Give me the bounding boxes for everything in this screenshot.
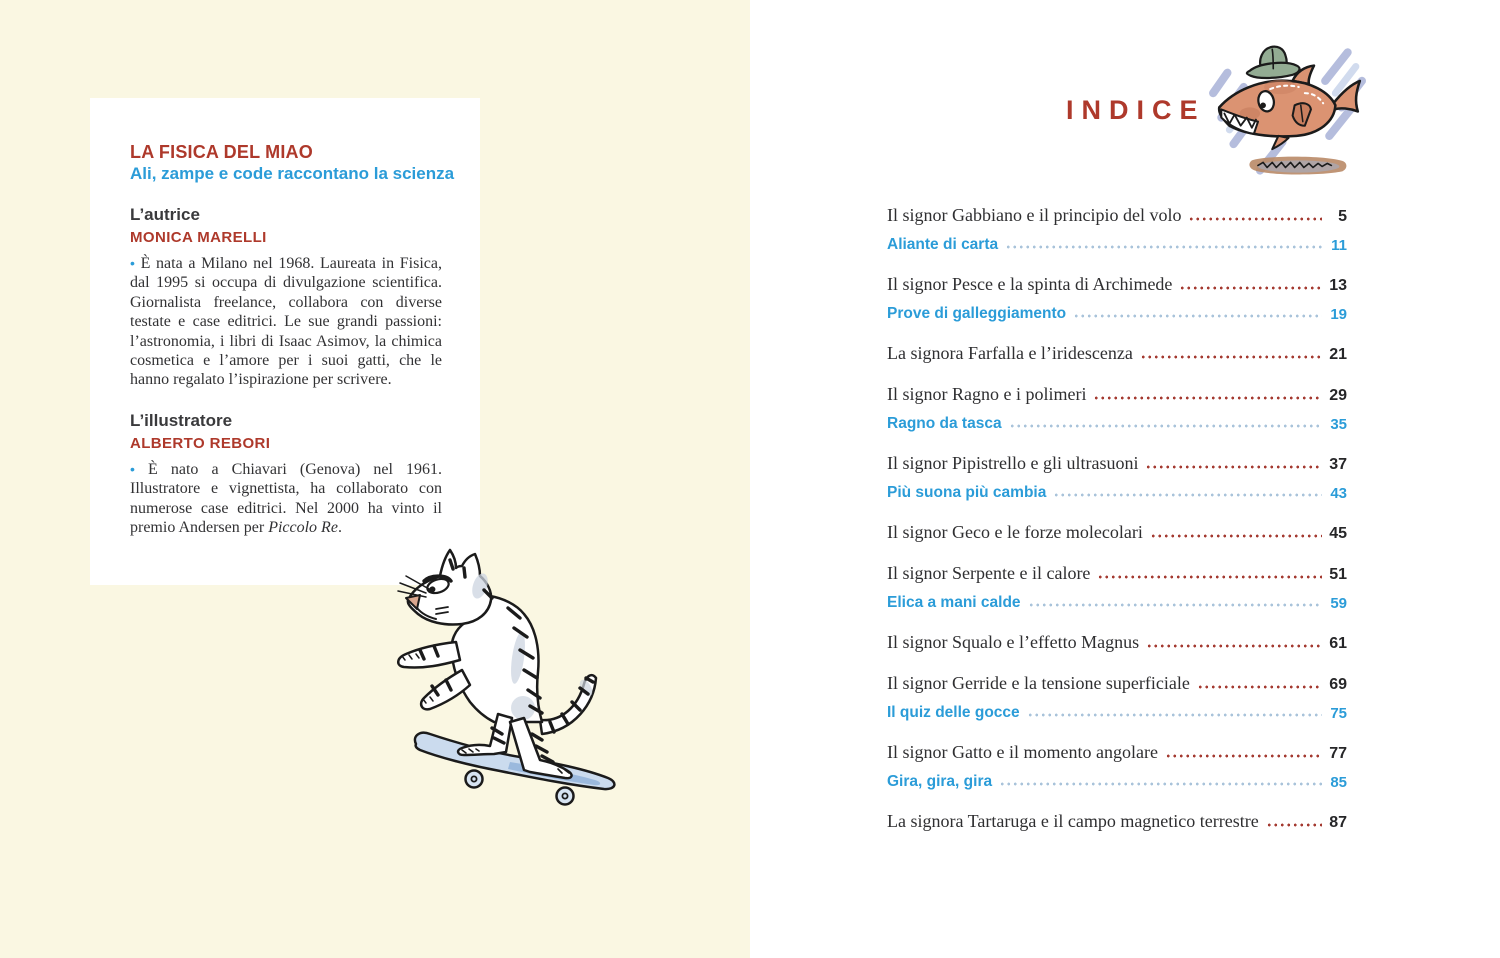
author-heading: L’autrice: [130, 205, 200, 224]
toc-dot-leader: [1145, 464, 1322, 470]
toc-page-number: 21: [1329, 346, 1347, 363]
toc-row: [887, 445, 1347, 473]
toc-row: [887, 693, 1347, 721]
toc-dot-leader: [1028, 602, 1322, 608]
toc-dot-leader: [1165, 753, 1322, 759]
toc-entry-label: Ragno da tasca: [887, 414, 1002, 432]
toc-page-number: 37: [1329, 456, 1347, 473]
bullet-dot: •: [130, 255, 135, 271]
toc-entry-label: La signora Tartaruga e il campo magnetico terrestre: [887, 811, 1259, 832]
toc-row: [887, 803, 1347, 831]
toc-row: [887, 734, 1347, 762]
toc-row: [887, 335, 1347, 363]
toc-row: [887, 294, 1347, 322]
toc-page-number: 29: [1329, 387, 1347, 404]
toc-dot-leader: [1009, 423, 1322, 429]
author-name: MONICA MARELLI: [130, 229, 267, 246]
toc-dot-leader: [1179, 285, 1322, 291]
toc-page-number: 45: [1329, 525, 1347, 542]
toc-entry-label: Il signor Serpente e il calore: [887, 563, 1091, 584]
author-bio-text: [130, 254, 442, 390]
toc-dot-leader: [1093, 395, 1322, 401]
toc-page-number: 69: [1329, 676, 1347, 693]
toc-page-number: 19: [1330, 306, 1347, 323]
toc-dot-leader: [1005, 244, 1322, 250]
toc-row: [887, 583, 1347, 611]
toc-row: [887, 555, 1347, 583]
bullet-dot: •: [130, 460, 135, 477]
toc-entry-label: Aliante di carta: [887, 235, 999, 253]
toc-dot-leader: [1266, 822, 1322, 828]
toc-row: [887, 266, 1347, 294]
toc-row: [887, 514, 1347, 542]
toc-page-number: 85: [1330, 774, 1347, 791]
toc-entry-label: Il signor Geco e le forze molecolari: [887, 522, 1143, 543]
toc-page-number: 43: [1330, 485, 1347, 502]
right-page: [750, 0, 1500, 958]
table-of-contents: [887, 197, 1347, 831]
illustrator-bio-body: È nato a Chiavari (Genova) nel 1961. Illustratore e vignettista, ha collaborato con numerose case editrici. Nel 2000 ha vinto il premio Andersen per: [130, 460, 442, 537]
author-bio-body: È nata a Milano nel 1968. Laureata in Fisica, dal 1995 si occupa di divulgazione scientifica. Giornalista freelance, collabora con diverse testate e case editrici. Le sue grandi passioni: l’astronomia, i libri di Isaac Asimov, la chimica cosmetica e l’amore per i suoi gatti, che le hanno regalato l’ispirazione per scrivere.: [130, 255, 442, 389]
toc-entry-label: Elica a mani calde: [887, 593, 1021, 611]
toc-entry-label: Il signor Pipistrello e gli ultrasuoni: [887, 453, 1139, 474]
toc-row: [887, 197, 1347, 225]
book-title: LA FISICA DEL MIAO: [130, 142, 313, 162]
toc-page-number: 51: [1329, 566, 1347, 583]
toc-entry-label: Il signor Ragno e i polimeri: [887, 384, 1087, 405]
toc-page-number: 75: [1330, 705, 1347, 722]
illustrator-heading: L’illustratore: [130, 410, 233, 430]
toc-row: [887, 404, 1347, 432]
toc-row: [887, 473, 1347, 501]
toc-entry-label: Il quiz delle gocce: [887, 703, 1020, 721]
toc-title: INDICE: [1066, 95, 1206, 125]
toc-page-number: 77: [1329, 745, 1347, 762]
toc-page-number: 87: [1329, 814, 1347, 831]
fish-with-hat-illustration: [1205, 40, 1368, 188]
toc-dot-leader: [1197, 684, 1322, 690]
toc-dot-leader: [1027, 712, 1322, 718]
toc-entry-label: Gira, gira, gira: [887, 772, 993, 790]
toc-dot-leader: [1073, 313, 1322, 319]
toc-entry-label: Il signor Gerride e la tensione superficiale: [887, 673, 1190, 694]
toc-row: [887, 665, 1347, 693]
toc-dot-leader: [999, 781, 1322, 787]
toc-dot-leader: [1150, 533, 1322, 539]
toc-page-number: 61: [1329, 635, 1347, 652]
toc-row: [887, 762, 1347, 790]
author-bio-card: [90, 98, 480, 585]
toc-entry-label: Il signor Gatto e il momento angolare: [887, 742, 1158, 763]
toc-row: [887, 624, 1347, 652]
toc-entry-label: Il signor Pesce e la spinta di Archimede: [887, 274, 1173, 295]
book-name-italic: Piccolo Re: [268, 519, 338, 537]
toc-row: [887, 225, 1347, 253]
toc-dot-leader: [1146, 643, 1322, 649]
toc-dot-leader: [1053, 492, 1322, 498]
toc-page-number: 5: [1338, 208, 1347, 225]
toc-page-number: 11: [1331, 237, 1347, 254]
toc-row: [887, 376, 1347, 404]
toc-dot-leader: [1097, 574, 1322, 580]
illustrator-name: ALBERTO REBORI: [130, 434, 271, 452]
toc-entry-label: Più suona più cambia: [887, 483, 1047, 501]
toc-entry-label: Il signor Gabbiano e il principio del volo: [887, 205, 1182, 226]
illustrator-bio-text: • È nato a Chiavari (Genova) nel 1961. Illustratore e vignettista, ha collaborato con numerose case editrici. Nel 2000 ha vinto il premio Andersen per Piccolo Re.: [130, 460, 442, 537]
toc-page-number: 35: [1330, 416, 1347, 433]
cat-on-skateboard-illustration: [390, 538, 640, 810]
toc-page-number: 13: [1329, 277, 1347, 294]
toc-entry-label: La signora Farfalla e l’iridescenza: [887, 343, 1133, 364]
toc-dot-leader: [1188, 216, 1322, 222]
toc-entry-label: Prove di galleggiamento: [887, 304, 1067, 322]
toc-page-number: 59: [1330, 595, 1347, 612]
toc-dot-leader: [1140, 354, 1322, 360]
book-subtitle: Ali, zampe e code raccontano la scienza: [130, 164, 455, 183]
toc-entry-label: Il signor Squalo e l’effetto Magnus: [887, 632, 1140, 653]
